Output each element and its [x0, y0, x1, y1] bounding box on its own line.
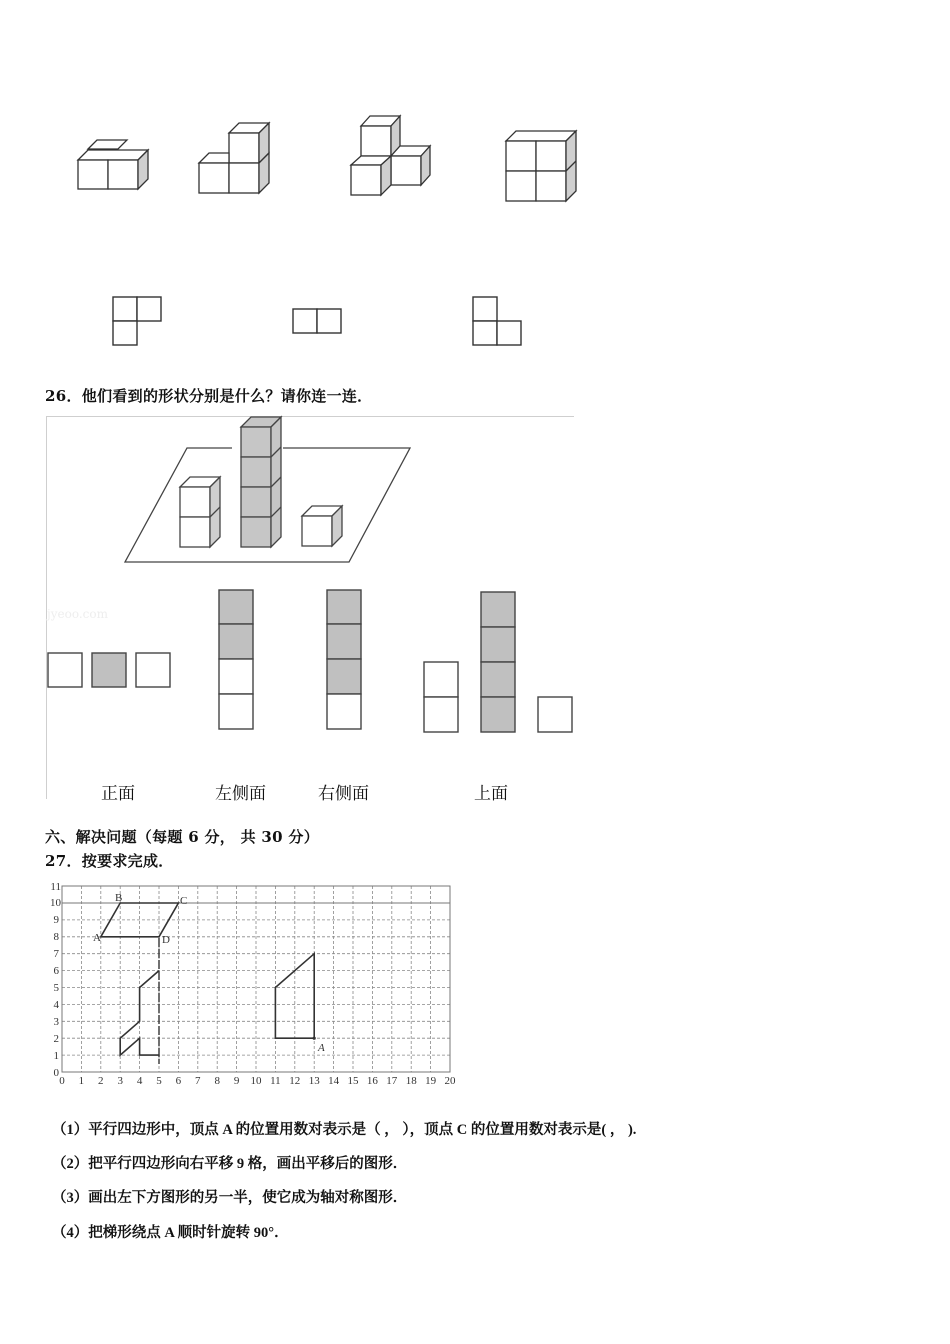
solid-figures: [0, 100, 600, 220]
trapezoid: [275, 954, 325, 1054]
svg-text:C: C: [180, 895, 188, 907]
svg-text:11: 11: [270, 1075, 281, 1087]
solid-4: [506, 131, 576, 201]
y-axis-labels: [50, 881, 62, 1079]
question-27-title: 27．按要求完成．: [45, 852, 174, 870]
svg-text:12: 12: [289, 1075, 301, 1087]
svg-text:3: 3: [53, 1016, 59, 1028]
view-c: [473, 297, 521, 345]
svg-text:14: 14: [328, 1075, 340, 1087]
svg-text:5: 5: [156, 1075, 162, 1087]
svg-text:20: 20: [444, 1075, 456, 1087]
svg-text:2: 2: [98, 1075, 104, 1087]
svg-text:16: 16: [366, 1075, 378, 1087]
stack-left: [180, 477, 220, 547]
view-a: [113, 297, 161, 345]
svg-text:8: 8: [214, 1075, 220, 1087]
svg-text:0: 0: [59, 1075, 65, 1087]
section-6-heading: 六、解决问题（每题 6 分， 共 30 分）: [45, 828, 320, 846]
stack-right: [302, 506, 342, 546]
svg-text:11: 11: [50, 881, 61, 893]
q26-view-options: [0, 580, 600, 740]
svg-text:9: 9: [233, 1075, 240, 1087]
svg-text:5: 5: [53, 982, 59, 994]
stack-middle: [241, 417, 281, 547]
watermark-text: jyeoo.com: [47, 607, 108, 621]
svg-text:7: 7: [195, 1075, 201, 1087]
svg-text:D: D: [162, 934, 170, 946]
question-26-title: 26．他们看到的形状分别是什么？请你连一连．: [45, 387, 373, 405]
svg-text:19: 19: [425, 1075, 437, 1087]
svg-text:1: 1: [53, 1050, 59, 1062]
solid-2: [199, 123, 269, 193]
svg-text:15: 15: [347, 1075, 359, 1087]
svg-text:10: 10: [250, 1075, 262, 1087]
solid-1: [78, 140, 148, 189]
option-top-view[interactable]: [424, 592, 572, 732]
svg-text:6: 6: [53, 965, 59, 977]
svg-text:17: 17: [386, 1075, 398, 1087]
svg-text:4: 4: [53, 999, 59, 1011]
svg-text:13: 13: [308, 1075, 320, 1087]
solid-3: [351, 116, 430, 195]
label-right-side: 右侧面: [318, 784, 369, 804]
svg-text:9: 9: [53, 914, 59, 926]
svg-text:2: 2: [53, 1033, 59, 1045]
sub-question-2: （2）把平行四边形向右平移 9 格，画出平移后的图形．: [52, 1156, 408, 1172]
view-b: [293, 309, 341, 333]
svg-text:4: 4: [136, 1075, 143, 1087]
label-left-side: 左侧面: [215, 784, 266, 804]
sub-question-1: （1）平行四边形中，顶点 A 的位置用数对表示是（ ， ），顶点 C 的位置用数对表示是( ， ).: [52, 1122, 637, 1138]
coordinate-grid: [40, 878, 500, 1088]
q26-scene: [0, 410, 600, 570]
option-front-view[interactable]: [48, 653, 170, 687]
sub-question-4: （4）把梯形绕点 A 顺时针旋转 90°．: [52, 1225, 289, 1241]
svg-text:18: 18: [405, 1075, 417, 1087]
svg-text:3: 3: [117, 1075, 123, 1087]
svg-text:0: 0: [53, 1067, 59, 1079]
svg-text:A: A: [93, 932, 101, 944]
parallelogram-abcd: [93, 892, 187, 946]
svg-text:B: B: [115, 892, 123, 904]
svg-text:7: 7: [53, 948, 59, 960]
svg-text:10: 10: [50, 897, 61, 909]
x-axis-labels: [59, 1075, 456, 1087]
svg-text:1: 1: [78, 1075, 85, 1087]
option-right-view[interactable]: [327, 590, 361, 729]
svg-text:8: 8: [53, 931, 59, 943]
label-front: 正面: [101, 784, 135, 804]
svg-text:6: 6: [175, 1075, 182, 1087]
view-shapes: [0, 285, 600, 355]
sub-question-3: （3）画出左下方图形的另一半，使它成为轴对称图形．: [52, 1190, 408, 1206]
svg-text:A: A: [318, 1042, 325, 1054]
label-top: 上面: [474, 784, 508, 804]
option-left-view[interactable]: [219, 590, 253, 729]
